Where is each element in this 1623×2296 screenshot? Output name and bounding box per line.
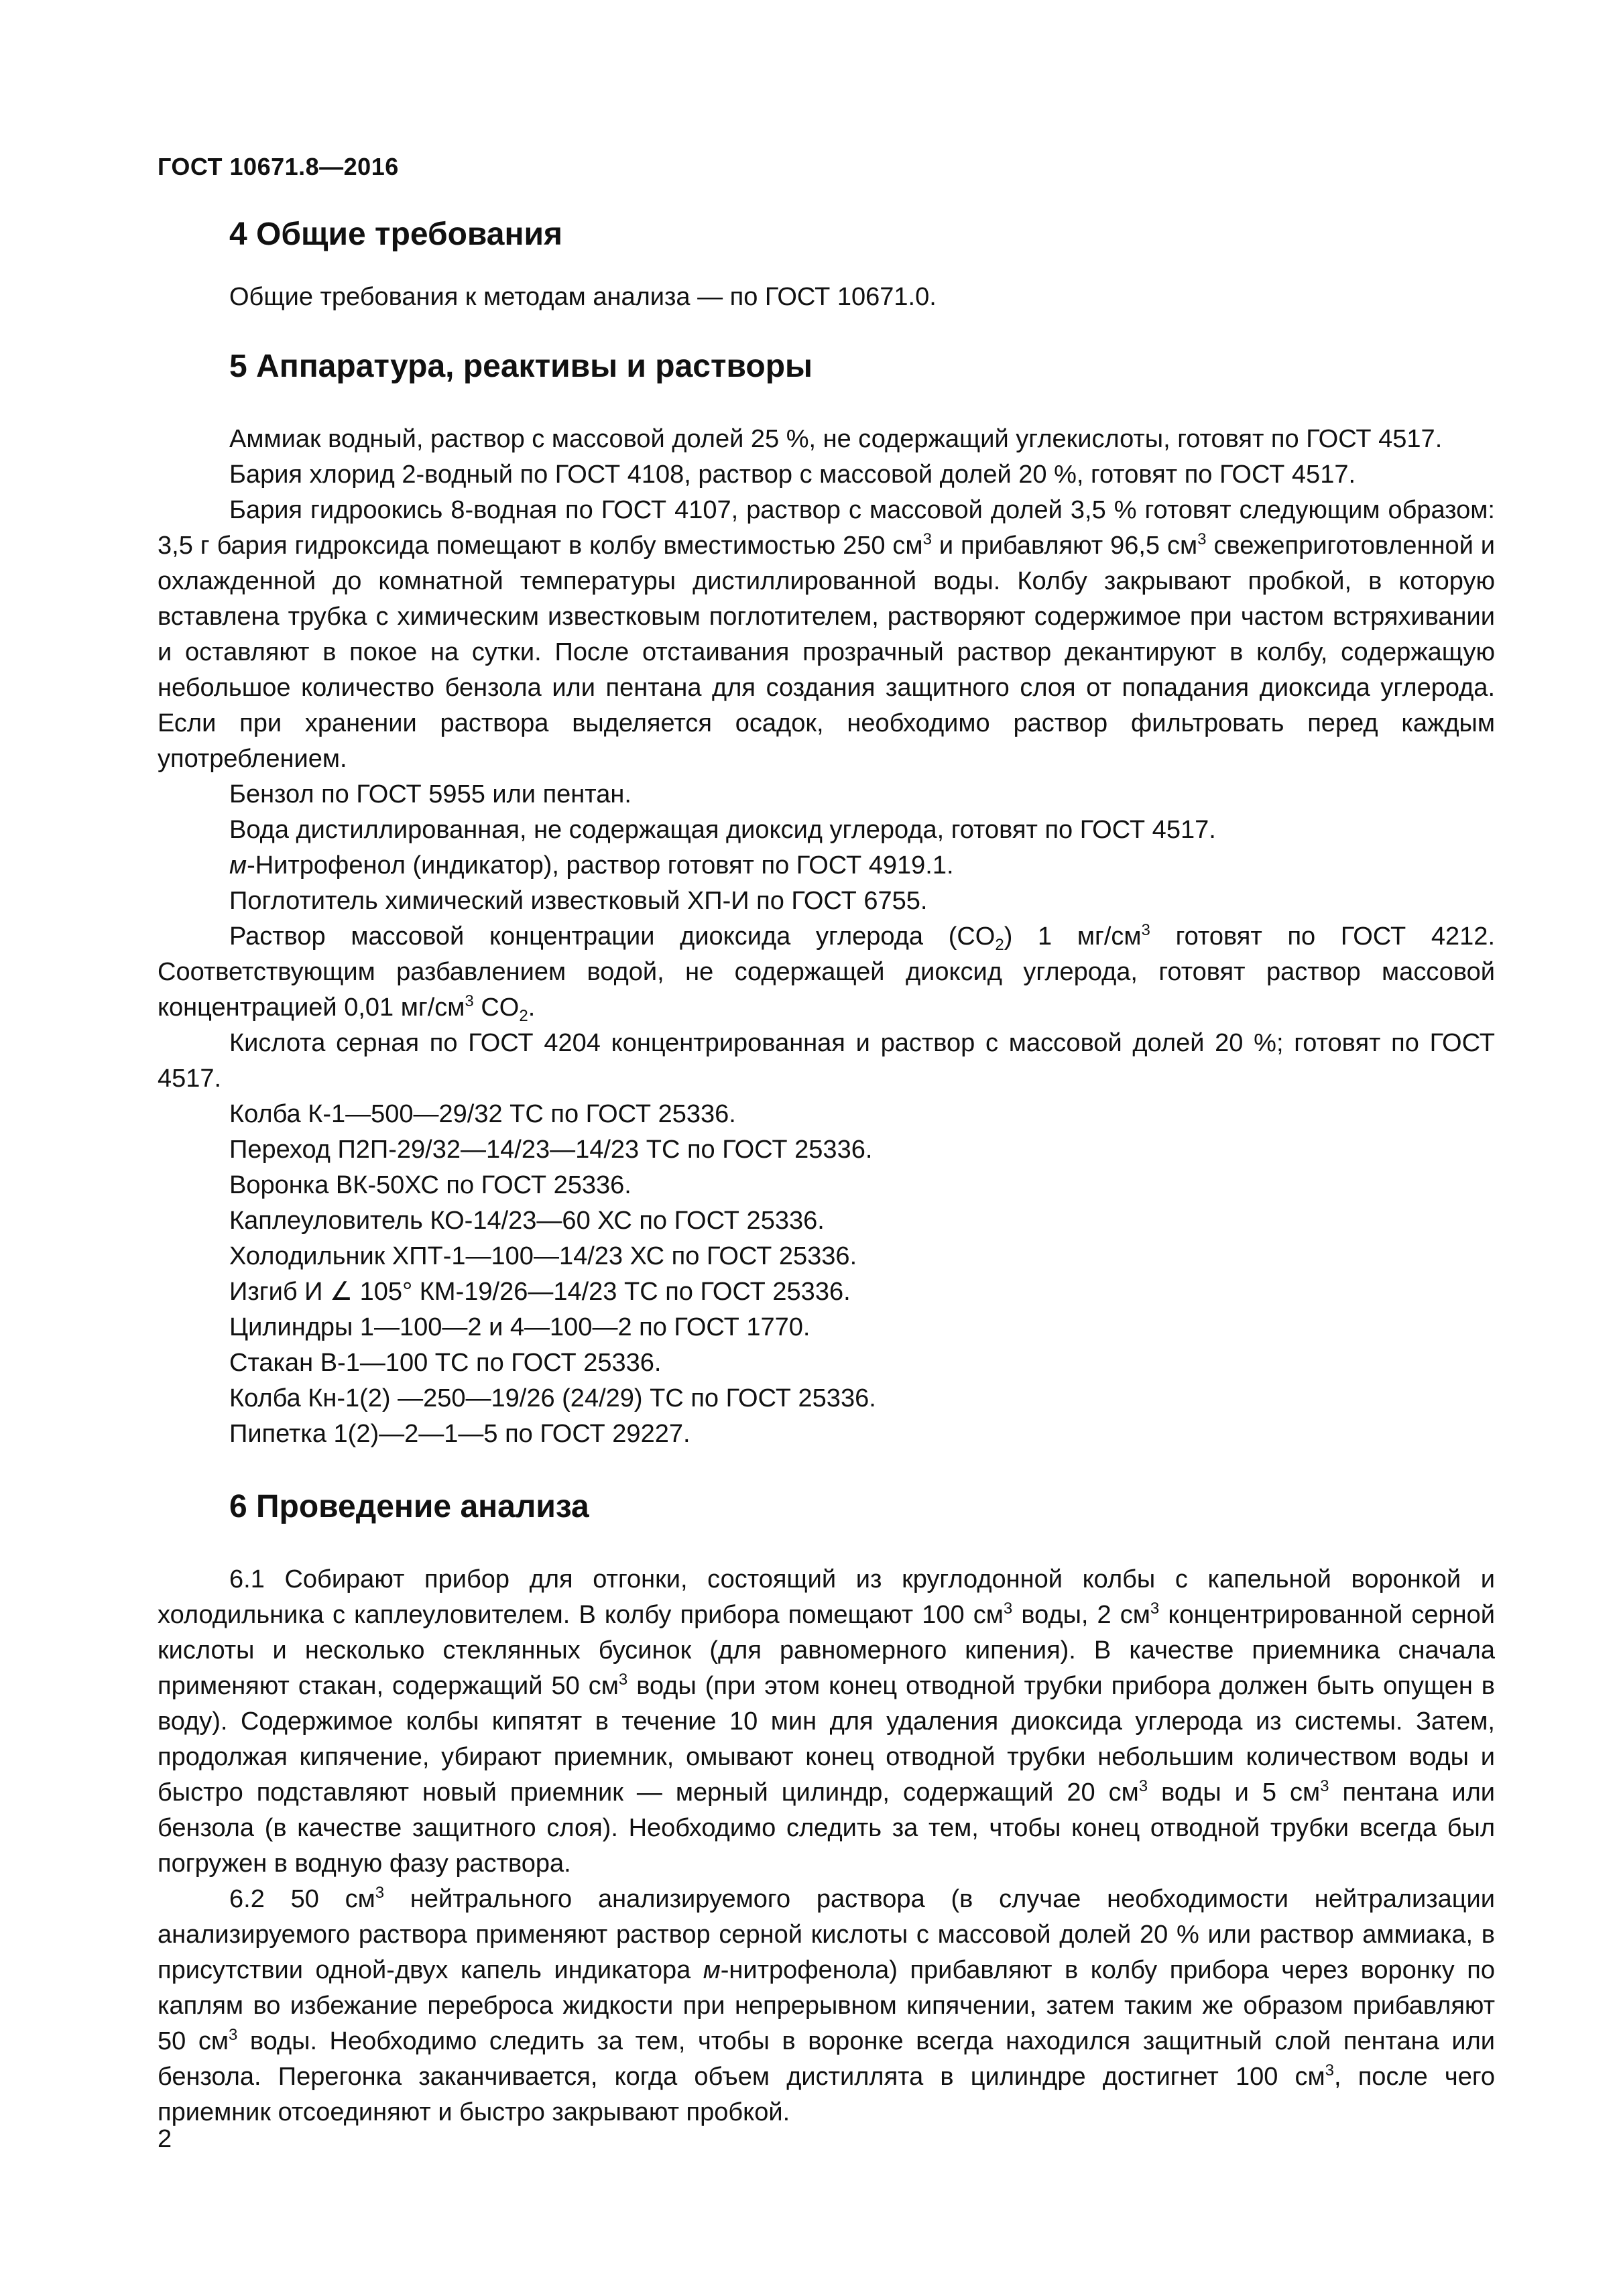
superscript: 3 — [1197, 530, 1207, 548]
italic-prefix: м — [229, 851, 247, 880]
paragraph-nitrophenol — [158, 848, 1495, 884]
superscript: 3 — [1325, 2061, 1335, 2079]
paragraph-sulfuric-acid: Кислота серная по ГОСТ 4204 концентрированная и раствор с массовой долей 20 %; готовят по ГОСТ 4517. — [158, 1029, 1495, 1093]
section-6-heading: 6 Проведение анализа — [229, 1489, 589, 1524]
paragraph-benzene: Бензол по ГОСТ 5955 или пентан. — [229, 780, 632, 808]
text-segment: , после чего приемник отсоединяют и быстро закрывают пробкой. — [158, 2063, 1495, 2126]
text-segment: 6.1 Собирают прибор для отгонки, состоящий из круглодонной колбы с капельной воронкой и холодильника с каплеуловителем. В колбу прибора помещают 100 см — [158, 1565, 1495, 1629]
text-segment: готовят по ГОСТ 4212. Соответствующим разбавлением водой, не содержащей диоксид углерода, готовят раствор массовой концентрацией 0,01 мг/см — [158, 922, 1496, 1022]
equipment-item: Колба К-1—500—29/32 ТС по ГОСТ 25336. — [229, 1100, 736, 1128]
equipment-item: Колба Кн-1(2) —250—19/26 (24/29) ТС по ГОСТ 25336. — [229, 1384, 876, 1412]
text-segment: концентрированной серной кислоты и несколько стеклянных бусинок (для равномерного кипения). В качестве приемника сначала применяют стакан, содержащий 50 см — [158, 1601, 1495, 1700]
text-segment: воды (при этом конец отводной трубки прибора должен быть опущен в воду). Содержимое колбы кипятят в течение 10 мин для удаления диоксида углерода из системы. Затем, продолжая кипячение, убирают приемник, омывают конец отводной трубки небольшим количеством воды и быстро подставляют новый приемник — мерный цилиндр, содержащий 20 см — [158, 1672, 1495, 1807]
superscript: 3 — [1003, 1599, 1013, 1618]
text-segment: свежеприготовленной и охлажденной до комнатной температуры дистиллированной воды. Колбу закрывают пробкой, в которую вставлена трубка с химическим известковым поглотителем, растворяют содержимое при частом встряхивании и оставляют в покое на сутки. После отстаивания прозрачный раствор декантируют в колбу, содержащую небольшое количество бензола или пентана для создания защитного слоя от попадания диоксида углерода. Если при хранении раствора выделяется осадок, необходимо раствор фильтровать перед каждым употреблением. — [158, 532, 1495, 773]
text-segment: воды, 2 см — [1012, 1601, 1150, 1629]
equipment-item: Пипетка 1(2)—2—1—5 по ГОСТ 29227. — [229, 1420, 690, 1448]
text-segment: Бария гидроокись 8-водная по ГОСТ 4107, раствор с массовой долей 3,5 % готовят следующим образом: 3,5 г бария гидроксида помещают в колбу вместимостью 250 см — [158, 496, 1495, 560]
equipment-item: Изгиб И ∠ 105° КМ-19/26—14/23 ТС по ГОСТ 25336. — [229, 1278, 851, 1306]
paragraph-barium-chloride: Бария хлорид 2-водный по ГОСТ 4108, раствор с массовой долей 20 %, готовят по ГОСТ 4517. — [229, 461, 1356, 489]
equipment-item: Каплеуловитель КО-14/23—60 ХС по ГОСТ 25336. — [229, 1207, 825, 1235]
subscript: 2 — [995, 936, 1004, 954]
page-number: 2 — [158, 2125, 172, 2153]
equipment-item: Холодильник ХПТ-1—100—14/23 ХС по ГОСТ 25336. — [229, 1242, 857, 1270]
text-segment: и прибавляют 96,5 см — [931, 532, 1198, 560]
document-body — [158, 215, 1495, 2130]
text-segment: ) 1 мг/см — [1004, 922, 1142, 951]
superscript: 3 — [1320, 1777, 1329, 1795]
paragraph-ammonia: Аммиак водный, раствор с массовой долей 25 %, не содержащий углекислоты, готовят по ГОСТ 4517. — [229, 425, 1443, 453]
text-segment: CO — [473, 993, 520, 1022]
text-segment: нейтрального анализируемого раствора (в случае необходимости нейтрализации анализируемого раствора применяют раствор серной кислоты с массовой долей 20 % или раствор аммиака, в присутствии одной-двух капель индикатора — [158, 1885, 1495, 1984]
paragraph-6-2 — [158, 1882, 1495, 2130]
equipment-item: Воронка ВК-50ХС по ГОСТ 25336. — [229, 1171, 632, 1199]
equipment-item: Цилиндры 1—100—2 и 4—100—2 по ГОСТ 1770. — [229, 1313, 810, 1341]
section-4-text: Общие требования к методам анализа — по ГОСТ 10671.0. — [229, 283, 937, 311]
superscript: 3 — [1141, 921, 1150, 939]
paragraph-co2-solution — [158, 919, 1495, 1026]
superscript: 3 — [375, 1884, 385, 1902]
subscript: 2 — [519, 1007, 528, 1025]
text-segment: . — [528, 993, 536, 1022]
superscript: 3 — [465, 992, 474, 1010]
text-segment: Раствор массовой концентрации диоксида углерода (CO — [229, 922, 996, 951]
section-4-heading: 4 Общие требования — [229, 217, 562, 252]
superscript: 3 — [228, 2026, 238, 2044]
text-segment: воды. Необходимо следить за тем, чтобы в воронке всегда находился защитный слой пентана или бензола. Перегонка заканчивается, когда объем дистиллята в цилиндре достигнет 100 см — [158, 2027, 1495, 2091]
paragraph-absorber: Поглотитель химический известковый ХП-И по ГОСТ 6755. — [229, 887, 928, 915]
section-5-heading: 5 Аппаратура, реактивы и растворы — [229, 349, 813, 384]
equipment-item: Переход П2П-29/32—14/23—14/23 ТС по ГОСТ 25336. — [229, 1136, 873, 1164]
text-segment: -нитрофенола) прибавляют в колбу прибора через воронку по каплям во избежание переброса жидкости при непрерывном кипячении, затем таким же образом прибавляют 50 см — [158, 1956, 1495, 2055]
text-segment: воды и 5 см — [1148, 1778, 1321, 1807]
paragraph-barium-hydroxide — [158, 493, 1495, 777]
superscript: 3 — [1150, 1599, 1160, 1618]
paragraph-water: Вода дистиллированная, не содержащая диоксид углерода, готовят по ГОСТ 4517. — [229, 816, 1216, 844]
superscript: 3 — [618, 1671, 628, 1689]
text-segment: пентана или бензола (в качестве защитного слоя). Необходимо следить за тем, чтобы конец отводной трубки всегда был погружен в водную фазу раствора. — [158, 1778, 1496, 1878]
text-segment: -Нитрофенол (индикатор), раствор готовят по ГОСТ 4919.1. — [247, 851, 954, 880]
paragraph-6-1 — [158, 1562, 1495, 1882]
text-segment: 6.2 50 см — [229, 1885, 375, 1913]
italic-text: м — [703, 1956, 721, 1984]
equipment-item: Стакан В-1—100 ТС по ГОСТ 25336. — [229, 1349, 662, 1377]
superscript: 3 — [1138, 1777, 1148, 1795]
superscript: 3 — [922, 530, 932, 548]
document-header-number: ГОСТ 10671.8—2016 — [158, 153, 399, 180]
